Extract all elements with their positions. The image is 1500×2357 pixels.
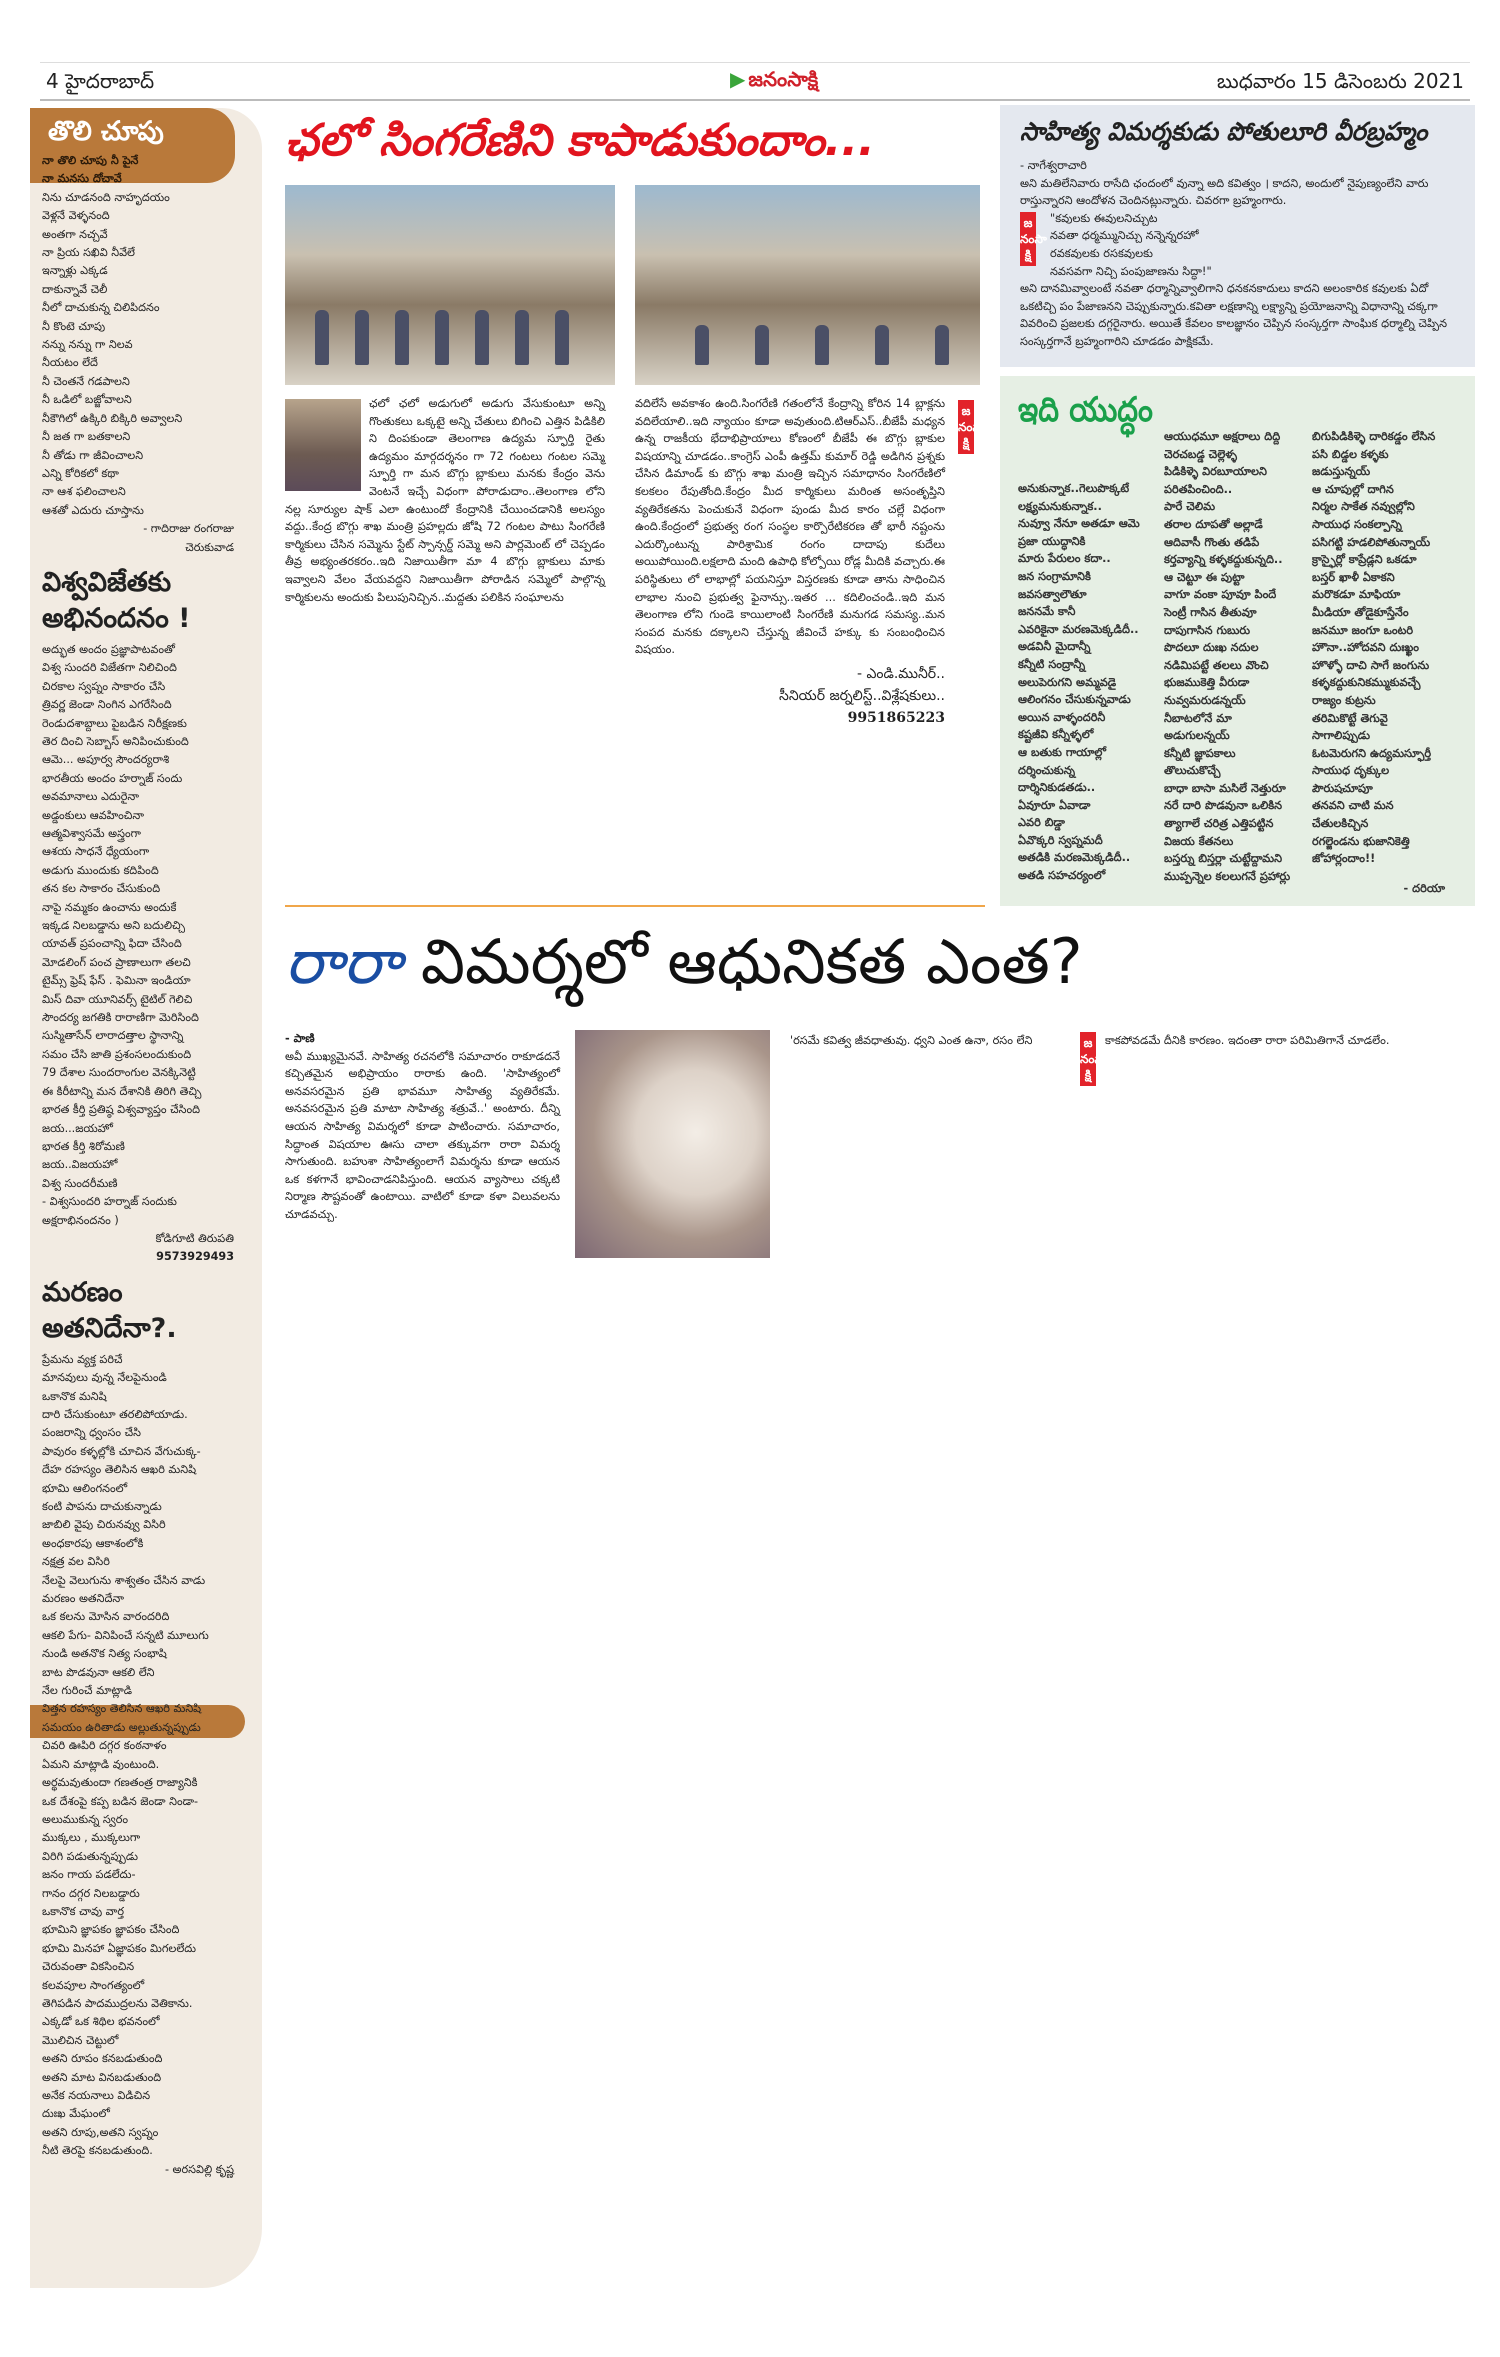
poem-line: అనుకున్నాక..గెలుపొక్కటే: [1018, 482, 1130, 495]
poem-line: ఒకానొక చావు వార్త: [42, 1904, 125, 1918]
poem-title: ఇది యుద్ధం: [1018, 390, 1153, 430]
poem-line: ఒక దేశంపై కప్ప బడిన జెండా నిండా-: [42, 1794, 199, 1808]
poem-line: లక్ష్యమనుకున్నాక..: [1018, 499, 1102, 513]
potuluri-title: సాహిత్య విమర్శకుడు పోతులూరి వీరబ్రహ్మం: [1020, 117, 1428, 146]
poem-line: నా తొలి చూపు నీ పైనే: [42, 154, 139, 167]
rara-col1-text: అవీ ముఖ్యమైనవే. సాహిత్య రచనలోకి సమాచారం రాకూడదనే కచ్చితమైన అభిప్రాయం రారాకు ఉంది. 'సాహిత్యంలో అనవసరమైన ప్రతి భావమూ సాహిత్య వ్యతిరేకమే. అనవసరమైన ప్రతి మాటా సాహిత్య శత్రువే..' అంటారు. దీన్ని ఆయన సాహిత్య విమర్శలో కూడా పాటించారు. సమాచారం, సిద్ధాంత విషయాల ఊసు చాలా తక్కువగా రారా విమర్శ సాగుతుంది. బహుశా సాహిత్యంలాగే విమర్శను కూడా ఆయన ఒక కళగానే భావించాడనిపిస్తుంది. ఆయన వ్యాసాలు చక్కటి నిర్మాణ సౌష్టవంతో ఉంటాయి. వాటిలో కూడా కళా విలువలను చూడవచ్చు.: [285, 1049, 560, 1221]
poem-place: చెరుకువాడ: [185, 540, 234, 554]
poem-line: హొళ్ళో దాచి సాగే జంగును: [1312, 658, 1430, 672]
poem-line: అతడి సహచర్యంలో: [1018, 869, 1106, 883]
poem-line: అతడికి మరణమెక్కడిదీ..: [1018, 851, 1131, 865]
issue-date: బుధవారం 15 డిసెంబరు 2021: [1216, 69, 1464, 93]
poem-line: ఓటమెరుగని ఉద్యమస్ఫూర్తీ: [1312, 746, 1432, 760]
poem-line: విరిగి పడుతున్నప్పుడు: [42, 1849, 138, 1863]
poem-lines: [42, 641, 254, 1230]
poem-line: విశ్వ సుందరీమణి: [42, 1176, 118, 1190]
poem-title-vishwavijetaku: విశ్వవిజేతకు అభినందనం !: [42, 566, 191, 634]
poem-line: నీబాటలోనే మా: [1164, 711, 1232, 725]
poem-line: తన కల సాకారం చేసుకుంది: [42, 882, 161, 896]
singareni-byline: [635, 663, 945, 729]
poem-line: వెళ్లనే వెళ్ళనంది: [42, 209, 110, 223]
poem-line: నవతా ధర్మమ్మునిచ్చు నన్నెన్నరహో: [1050, 229, 1199, 243]
poem-line: వాగూ వంకా పూవూ పిందే: [1164, 588, 1277, 602]
poem-line: యావత్ ప్రపంచాన్ని ఫిదా చేసింది: [42, 937, 182, 951]
poem-line: ఆ బతుకు గాయాల్లో: [1018, 745, 1107, 759]
poem-line: పసిగట్టి హడలిపోతున్నాయ్: [1312, 535, 1431, 549]
poem-line: విశ్వ సుందరి విజేతగా నిలిచింది: [42, 661, 177, 675]
poem-line: త్రివర్ణ జెండా నింగిన ఎగరేసింది: [42, 698, 172, 712]
poem-line: ఎవరికైనా మరణమెక్కడిదీ..: [1018, 622, 1139, 636]
singareni-col2-text: వదిలేసే అవకాశం ఉంది.సింగరేణి గతంలోనే కేంద్రాన్ని కోరిన 14 బ్లాక్లను వదిలేయాలి..ఇది న్యాయం కూడా అవుతుంది.టిఆర్ఎస్..బీజేపీ మధ్యన ఉన్న రాజకీయ భేదాభిప్రాయాలు కోణంలో బీజేపీ ఈ బొగ్గు బ్లాకుల విషయాన్ని చూడడం..కాంగ్రెస్ ఎంపీ ఉత్తమ్ కుమార్ రెడ్డి అడిగిన ప్రశ్నకు చేసిన డిమాండ్ కు బొగ్గు శాఖ మంత్రి ఇచ్చిన సమాధానం సింగరేణిలో కలకలం రేపుతోంది.కేంద్రం మీద కార్మికులు మరింత అసంతృప్తిని వ్యతిరేకతను పెంచుకునే విధంగా పుండు మీద కారం చల్లే విధంగా ఉంది.కేంద్రంలో ప్రభుత్వ రంగ సంస్థల కార్పొరేటికరణ తో భారీ నష్టంను ఎదుర్కొంటున్న పారిశ్రామిక రంగం దాదాపు కుదేలు అయిపోయింది.లక్షలాది మంది ఉపాధి కోల్పోయి రోడ్ల మీదికి వచ్చారు.ఈ పరిస్థితులు లో లాభాల్లో పయనిస్తూ విస్తరణకు కూడా తాను సాధించిన లాభాల నుంచి ప్రభుత్వ ఫైనాన్సు..ఇతర ... కదిలించండి..ఇది మన తెలంగాణ లోని గుండె కాయిలాంటి సింగరేణి మనుగడ సమస్య..మన సంపద మనకు దక్కాలని చేస్తున్న జీవించే హక్కు కు సంబంధించిన విషయం.: [635, 397, 945, 657]
poem-line: టైమ్స్ ఫ్రెష్ ఫేస్ . ఫెమినా ఇండియా: [42, 974, 191, 988]
poem-line: తెగిపడిన పాదముద్రలను వెతికాను.: [42, 1996, 193, 2010]
poem-line: అతని రూపు,అతని స్వప్నం: [42, 2125, 159, 2139]
poem-line: జననమే కానీ: [1018, 605, 1076, 619]
poem-line: భారతీయ అందం హర్నాజ్ సందు: [42, 771, 183, 785]
poem-line: ముక్కలు , ముక్కలుగా: [42, 1831, 141, 1845]
poem-line: అవమానాలు ఎదురైనా: [42, 790, 139, 804]
poem-line: పరితపించింది..: [1164, 482, 1233, 496]
poem-line: పసి బిడ్డల కళ్ళకు: [1312, 447, 1389, 461]
poem-line: నేలపై వెలుగును శాశ్వతం చేసిన వాడు: [42, 1573, 206, 1587]
poem-line: అంతగా నచ్చవే: [42, 227, 108, 241]
poem-line: ఆమె... అపూర్వ సౌందర్యరాశి: [42, 753, 170, 767]
poem-line: రవకవులకు రసకవులకు: [1050, 246, 1153, 260]
poem-line: అతని మాట వినబడుతుంది: [42, 2070, 162, 2084]
poem-line: కన్నీటి సంద్రాన్నీ: [1018, 657, 1086, 671]
poem-line: దేహ రహస్యం తెలిసిన ఆఖరి మనిషి: [42, 1463, 197, 1477]
poem-line: చివరి ఊపిరి దగ్గర కంఠనాళం: [42, 1739, 167, 1753]
poem-line: జాబిలి వైపు చిరునవ్వు విసిరి: [42, 1518, 166, 1532]
poem-column-1: [1018, 480, 1156, 885]
poem-line: నడిమిపట్టే తలలు వొంచి: [1164, 658, 1269, 672]
poem-line: అక్షరాభినందనం ): [42, 1213, 119, 1227]
poem-line: నీటి తెరపై కనబడుతుంది.: [42, 2144, 153, 2158]
poem-line: నా ప్రియ సఖివి నీవేలే: [42, 246, 135, 260]
poem-line: బస్తర్ ఖాళీ ఏకాకని: [1312, 570, 1395, 584]
poem-line: జనం గాయ పడలేదు-: [42, 1868, 136, 1882]
poem-line: కర్తవ్యాన్ని కళ్ళకద్దుకున్నది..: [1164, 553, 1283, 567]
poem-line: జడుస్తున్నయ్: [1312, 465, 1371, 479]
singareni-col1-text: ఛలో ఛలో అడుగులో అడుగు వేసుకుంటూ అన్ని గొంతుకలు ఒక్కటై అన్ని చేతులు బిగించి ఎత్తిన పిడికిలి ని దింపకుండా తెలంగాణ ఉద్యమ స్ఫూర్తి రైతు ఉద్యమం మార్గదర్శనం గా 72 గంటలు గంటల సమ్మె స్ఫూర్తి గా మన బొగ్గు బ్లాకులు మనకు కేంద్రం వెను వెంటనే ఇచ్చే విధంగా పోరాడుదాం..తెలంగాణ లోని నల్ల సూర్యుల షాక్ ఎలా ఉంటుందో కేంద్రానికి చేయించడానికి అలస్యం వద్దు..కేంద్ర బొగ్గు శాఖ మంత్రి ప్రహల్లదు జోషి 72 గంటల పాటు సింగరేణి కార్మికులు చేసిన సమ్మెను స్టేట్ స్పాన్సర్డ్ సమ్మె అని పార్లమెంట్ లో చెప్పడం తీవ్ర అభ్యంతరకరం..ఇది నిజాయితీగా మా 4 బొగ్గు బ్లాకులు మాకు ఇవ్వాలని వేలం వేయవద్దని నిజాయితీగా పోరాడిన సమ్మెలో పాల్గొన్న కార్మికులను అందుకు పిలుపునిచ్చిన..మద్దతు పలికిన సంఘాలను: [285, 397, 605, 604]
poem-line: మరొకడూ మాఫియా: [1312, 588, 1401, 602]
poem-line: అర్థమవుతుందా గణతంత్ర రాజ్యానికి: [42, 1776, 198, 1790]
poem-line: మారు పేరులం కదా..: [1018, 552, 1111, 566]
sidebar-content: [42, 112, 254, 2179]
poem-line: మీడియా తోడైకూస్తేనేం: [1312, 605, 1409, 619]
poem-line: చెరువంతా వికసించిన: [42, 1960, 135, 1974]
poem-line: నీలో దాచుకున్న చిలిపిదనం: [42, 301, 160, 315]
poem-line: అంధకారపు ఆకాశంలోకి: [42, 1536, 144, 1550]
rara-body-col2: 'రసమే కవిత్వ జీవధాతువు. ధ్వని ఎంత ఉనా, రసం లేని: [790, 1034, 1033, 1047]
rara-body-col3: కాకపోవడమే దీనికి కారణం. ఇదంతా రారా పరిమితిగానే చూడలేం.: [1105, 1034, 1390, 1047]
logo-text: జనంసాక్షి: [748, 67, 819, 91]
poem-line: విత్తన రహస్యం తెలిసిన ఆఖరి మనిషి: [42, 1702, 202, 1716]
poem-line: ఒకానొక మనిషి: [42, 1389, 107, 1403]
poem-line: ఏమని మాట్లాడి వుంటుంది.: [42, 1757, 160, 1771]
poem-line: ఎక్కడో ఒక శిథిల భవనంలో: [42, 2015, 160, 2029]
poem-line: పంజరాన్ని ధ్వంసం చేసి: [42, 1426, 141, 1440]
poem-line: నీ జత గా బతకాలని: [42, 430, 131, 444]
poem-line: నరే దారి పొడవునా ఒలికిన: [1164, 799, 1283, 813]
protest-photo-2: [635, 185, 980, 385]
poem-line: జన సంగ్రామానికి: [1018, 569, 1091, 583]
poem-line: అలుముకున్న స్వరం: [42, 1812, 129, 1826]
poem-line: తొలుచుకొచ్చే: [1164, 764, 1221, 778]
poem-line: ఆయుధమూ అక్షరాలు దిద్ది: [1164, 430, 1281, 443]
poem-line: చేతులకిచ్చిన: [1312, 817, 1369, 831]
poem-line: ఆ చూపుల్లో దాగిన: [1312, 482, 1394, 496]
poem-line: జయ...జయహో: [42, 1121, 113, 1135]
poem-line: నీయటం లేదే: [42, 356, 98, 370]
divider: [285, 905, 985, 907]
poem-line: ప్రజా యుద్ధానికి: [1018, 534, 1086, 548]
poem-line: ఎన్ని కోరికలో కథా: [42, 466, 119, 480]
byline-phone: 9951865223: [847, 709, 945, 726]
idi-yuddham-poem-box: [1000, 376, 1475, 906]
poem-author: కోడిగూటి తిరుపతి: [155, 1231, 234, 1245]
poem-line: ఇక్కడ నిలబడ్డాను అని బదులిచ్చి: [42, 919, 186, 933]
poem-line: తరాల దూపతో అల్లాడే: [1164, 517, 1263, 531]
poem-line: అతని రూపం కనబడుతుంది: [42, 2052, 163, 2066]
poem-line: ఆ చెట్టూ ఈ పుట్టా: [1164, 570, 1245, 584]
poem-phone: 9573929493: [156, 1250, 234, 1264]
potuluri-author: - నాగేశ్వరాచారి: [1020, 159, 1087, 172]
poem-line: హౌనా..హోదవని దుఃఖ్ఖం: [1312, 641, 1420, 655]
headline-rest: విమర్శలో ఆధునికత ఎంత?: [420, 925, 1083, 998]
poem-line: భూమి మినహా ఏజ్ఞాపకం మిగలలేదు: [42, 1941, 197, 1955]
poem-line: నువ్వమరుడన్నయ్: [1164, 693, 1246, 707]
poem-line: బాధా బాసా మసిలే నెత్తురూ: [1164, 781, 1286, 795]
poem-line: నాపై నమ్మకం ఉంచాను అందుకే: [42, 900, 177, 914]
poem-line: బిగుపిడికిళ్ళె దారికడ్డం లేసిన: [1312, 430, 1436, 443]
page-header: [40, 62, 1470, 101]
poem-line: అడవినీ మైదాన్నీ: [1018, 640, 1091, 654]
headline-highlight: రారా: [285, 925, 402, 998]
poem-line: ఇన్నాళ్లు ఎక్కడ: [42, 264, 108, 278]
poem-line: అలుపెరుగని అమ్మవడై: [1018, 675, 1117, 689]
singareni-body-col1: [285, 395, 605, 606]
janamsakshi-vertical-tag: జనంసాక్షి: [958, 400, 974, 454]
poem-line: సమయం ఉరితాడు అల్లుతున్నప్పుడు: [42, 1720, 201, 1734]
potuluri-article-box: [1000, 105, 1475, 367]
poem-line: క్రాస్ఫైర్లో కాప్రేడ్లని ఒకడూ: [1312, 553, 1417, 567]
poem-line: నిర్మల సాకేత నవ్వుల్లోని: [1312, 500, 1415, 514]
newspaper-logo: [730, 67, 818, 96]
poem-line: అనేక నయనాలు విడిచిన: [42, 2089, 151, 2102]
poem-line: సుస్మితాసేన్ లారాదత్తాల స్థానాన్ని: [42, 1029, 184, 1043]
poem-line: ఈ కిరీటాన్ని మన దేశానికి తిరిగి తెచ్చి: [42, 1084, 202, 1098]
poem-author: - దరియా: [1403, 882, 1445, 896]
poem-line: సెంట్రీ గాసిన తీతువూ: [1164, 605, 1257, 619]
poem-line: మరణం అతనిదేనా: [42, 1592, 124, 1606]
poem-line: నన్ను నన్ను గా నిలవ: [42, 338, 133, 352]
poem-line: దాకున్నావే చెలీ: [42, 282, 108, 296]
poem-line: రగల్జెండను భుజానికెత్తి: [1312, 834, 1410, 848]
potuluri-rest: అని దానమివ్వాలంటే నవతా ధర్మాన్నివ్వాలిగాని ధనకనకాదులు కాదని అలంకారిక కవులకు ఏదో ఒకటిచ్చి పం పేజాణనని చెప్పుకున్నారు.కవితా లక్షణాన్ని లక్ష్యాన్ని ప్రయోజనాన్ని విధానాన్ని చక్కగా వివరించి ప్రజలకు దగ్గరైనారు. అయితే కేవలం కాలజ్ఞానం చెప్పిన సంస్కర్తగా సాంఘిక ధర్మాల్ని చెప్పిన సంస్కర్తగానే బ్రహ్మంగారిని చూడడం పాక్షికమే.: [1020, 282, 1448, 348]
poem-line: ఆకలి పేగు- వినిపించే సన్నటి మూలుగు: [42, 1628, 209, 1642]
potuluri-lead: అని మతిలేనివారు రాసేది ఛందంలో వున్నా అది కవిత్వం । కాదని, అందులో నైపుణ్యంలేని వారు రాస్తున్నారని ఆందోళన చెందినట్లున్నారు. చివరగా బ్రహ్మంగారు.: [1020, 176, 1429, 208]
poem-line: గానం దగ్గర నిలబడ్డారు: [42, 1886, 140, 1900]
janamsakshi-vertical-tag: జనంసాక్షి: [1020, 212, 1036, 266]
poem-line: ఒక కలను మోసిన వారందరిది: [42, 1610, 170, 1624]
poem-line: అడుగులన్నయ్: [1164, 729, 1230, 743]
poem-line: జోహార్లందాం!!: [1312, 852, 1376, 866]
rara-author: - పాణి: [285, 1032, 315, 1045]
poem-author: - అరసవిల్లి కృష్ణ: [164, 2162, 234, 2176]
rara-body-col1: [285, 1030, 560, 1224]
poem-line: జయ..విజయహో: [42, 1158, 118, 1172]
poem-line: దారి చేసుకుంటూ తరలిపోయాడు.: [42, 1407, 188, 1421]
poem-line: 79 దేశాల సుందరాంగుల వెనక్కినెట్టి: [42, 1066, 196, 1080]
poem-line: నీ చెంతనే గడపాలని: [42, 374, 130, 388]
poem-line: నుండి అతనొక నిత్య సంభాషి: [42, 1647, 167, 1661]
poem-column-2: [1164, 428, 1304, 885]
poem-line: అడ్డంకులు ఆవహించినా: [42, 808, 144, 822]
poem-line: అడుగు ముందుకు కదిపింది: [42, 863, 159, 877]
singareni-body-col2: [635, 395, 945, 729]
poem-line: ఏవొక్కరి స్వప్నమదీ: [1018, 833, 1103, 847]
poem-line: రెండుదశాబ్దాలు పైబడిన నిరీక్షణకు: [42, 716, 187, 730]
poem-line: తనవని చాటి మన: [1312, 799, 1394, 813]
poem-line: పావురం కళ్ళల్లోకి చూచిన వేగుచుక్క-: [42, 1444, 201, 1458]
poem-line: పొదలూ దుఃఖ నదుల: [1164, 641, 1259, 655]
poem-lines: [42, 152, 254, 520]
poem-line: ఆదివాసీ గొంతు తడిపే: [1164, 535, 1260, 549]
poem-line: "కవులకు ఈవులనిచ్చుట: [1050, 211, 1158, 225]
poem-line: సాయుధ దృక్కుల: [1312, 764, 1390, 778]
rara-headline: [285, 925, 1083, 1013]
poem-line: భూమి ఆలింగనంలో: [42, 1481, 128, 1495]
poem-line: తెర దించి సెబ్బాస్ అనిపించుకుంది: [42, 734, 189, 748]
poem-title-maranam: మరణం అతనిదేనా?.: [42, 1276, 177, 1344]
poem-line: తరిమికొట్టే తెగువై: [1312, 711, 1388, 725]
poem-line: నక్షత్ర వల విసిరి: [42, 1555, 110, 1569]
poem-line: పౌరుషచూపూ: [1312, 781, 1373, 795]
poem-author: - గాదిరాజు రంగరాజు: [143, 522, 234, 536]
poem-line: దర్శించుకున్న: [1018, 763, 1076, 777]
poem-line: దుఃఖ మేఘంలో: [42, 2107, 110, 2121]
poem-line: ఆలింగనం చేసుకున్నవాడు: [1018, 693, 1131, 707]
logo-arrow-icon: ▶: [730, 67, 746, 91]
poem-line: కళ్ళకద్దుకునికమ్ముకువచ్చే: [1312, 676, 1421, 690]
poem-line: భారత కీర్తి ప్రతిష్ఠ విశ్వవ్యాప్తం చేసింది: [42, 1103, 201, 1117]
author-photo: [285, 399, 361, 491]
poem-line: నిను చూడనంది నాహృదయం: [42, 190, 170, 204]
poem-line: మొలిచిన చెట్టులో: [42, 2033, 119, 2047]
poem-line: సమం చేసి జాతి ప్రశంసలందుకుంది: [42, 1047, 192, 1061]
poem-line: విజయ కేతనలు: [1164, 834, 1234, 848]
poem-line: రాజ్యం కుట్రను: [1312, 693, 1376, 707]
protest-photo-1: [285, 185, 615, 385]
poem-line: అయిన వాళ్ళందరినీ: [1018, 710, 1106, 724]
poem-line: సౌందర్య జగతికి రారాణిగా మెరిసింది: [42, 1011, 199, 1025]
poem-line: ఏవూరూ ఏవాడా: [1018, 798, 1091, 812]
poem-line: మిస్ దివా యూనివర్స్ టైటిల్ గెలిచి: [42, 992, 193, 1006]
poem-line: కంటి పాపను దాచుకున్నాడు: [42, 1500, 162, 1513]
rara-portrait-photo: [575, 1030, 770, 1258]
poem-line: చెరచబడ్డ చెల్లెళ్ళ: [1164, 447, 1238, 461]
poem-line: ఆత్మవిశ్వాసమే అస్త్రంగా: [42, 827, 141, 840]
poem-line: మోడలింగ్ పంచ ప్రాణాలుగా తలచి: [42, 955, 191, 969]
poem-line: సాయుధ సంకల్పాన్ని: [1312, 517, 1402, 531]
poem-line: ఎవరి బిడ్డా: [1018, 816, 1065, 830]
poem-line: బాట పొడవునా ఆకలి లేని: [42, 1665, 155, 1679]
poem-line: నీ తోడు గా జీవించాలని: [42, 448, 144, 462]
byline-designation: సీనియర్ జర్నలిస్ట్..విశ్లేషకులు..: [779, 687, 945, 704]
potuluri-verse: [1020, 210, 1461, 280]
janamsakshi-vertical-tag: జనంసాక్షి: [1080, 1032, 1096, 1086]
poem-line: కన్నీటి జ్ఞాపకాలు: [1164, 746, 1236, 760]
poem-line: నువ్వూ నేనూ అతడూ ఆమె: [1018, 517, 1140, 531]
poem-lines: [42, 1351, 254, 2161]
poem-line: నేల గురించే మాట్లాడి: [42, 1684, 133, 1698]
poem-line: అద్భుత అందం ప్రజ్ఞాపాటవంతో: [42, 642, 175, 656]
poem-line: భారత కీర్తి శిరోమణి: [42, 1139, 125, 1153]
poem-line: సాగాలిప్పుడు: [1312, 729, 1371, 743]
poem-line: నీ కొంటె చూపు: [42, 319, 106, 333]
poem-line: నీ ఒడిలో బజ్జోవాలని: [42, 393, 132, 407]
page-number-city: 4 హైదరాబాద్: [46, 69, 155, 93]
poem-line: ప్రేమను వ్యక్త పరిచే: [42, 1352, 123, 1366]
poem-line: మానవులు వున్న నేలపైనుండి: [42, 1371, 167, 1385]
poem-line: జవసత్వాలౌతూ: [1018, 587, 1087, 601]
poem-line: ఆశయ సాధనే ధ్యేయంగా: [42, 845, 150, 859]
poem-line: పారే చెలిమ: [1164, 500, 1216, 514]
poem-line: భూమిని జ్ఞాపకం జ్ఞాపకం చేసింది: [42, 1923, 180, 1937]
poem-line: ముప్పన్నెల కలలుగనే ప్రహార్లు: [1164, 869, 1291, 883]
byline-name: - ఎండి.మునీర్..: [856, 665, 945, 682]
poem-line: కలవపూల సాంగత్యంలో: [42, 1978, 145, 1992]
poem-line: చిరకాల స్వప్నం సాకారం చేసి: [42, 679, 166, 693]
poem-line: - విశ్వసుందరి హర్నాజ్ సందుకు: [42, 1195, 177, 1209]
poem-line: దార్శినికుడతడు..: [1018, 781, 1096, 795]
poem-line: భుజముకెత్తి వీరుడా: [1164, 676, 1250, 690]
poem-line: నీకౌగిలో ఉక్కిరి బిక్కిరి అవ్వాలని: [42, 411, 183, 425]
poem-line: త్యాగాలే చరిత్ర ఎత్తిపట్టిన: [1164, 817, 1274, 831]
poem-line: జనమూ జంగూ ఒంటరి: [1312, 623, 1414, 637]
poem-column-3: [1312, 428, 1462, 868]
poem-title-toli-chupu: తొలి చూపు: [48, 116, 164, 147]
poem-line: నా మనసు దోచావే: [42, 172, 122, 186]
poem-line: పిడికిళ్ళె విరబూయాలని: [1164, 465, 1267, 479]
poem-line: ఆశతో ఎదురు చూస్తాను: [42, 503, 144, 517]
poem-line: నవసవగా నిచ్చి పంపుజాణను సిద్ధా!": [1050, 264, 1212, 278]
poem-line: నా ఆశ ఫలించాలని: [42, 485, 126, 499]
singareni-headline: ఛలో సింగరేణిని కాపాడుకుందాం...: [285, 115, 875, 166]
poem-line: బస్తర్ను బిస్తర్లా చుట్టేద్దామని: [1164, 852, 1283, 866]
poem-line: దాపుగాసిన గుబురు: [1164, 623, 1251, 637]
poem-line: కష్టజీవి కన్నీళ్ళలో: [1018, 728, 1094, 742]
